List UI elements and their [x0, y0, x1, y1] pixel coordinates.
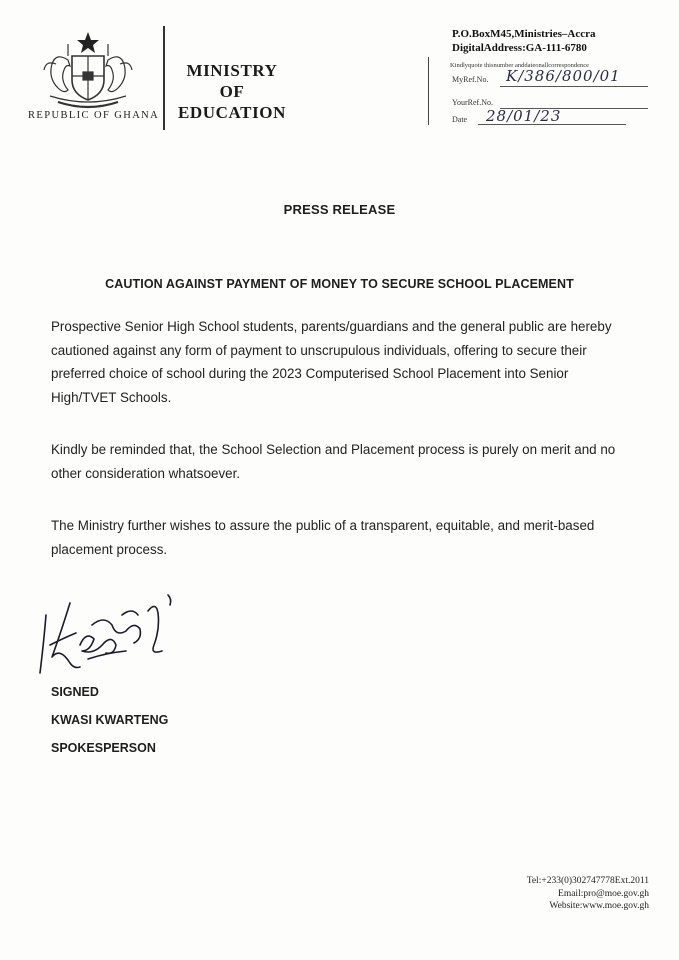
caution-title: CAUTION AGAINST PAYMENT OF MONEY TO SECURE SCHOOL PLACEMENT — [105, 277, 574, 291]
ghana-coat-of-arms-icon — [38, 30, 138, 112]
paragraph-2: Kindly be reminded that, the School Selection and Placement process is purely on merit and no other consideration whatsoever. — [51, 442, 616, 481]
paragraph-1: Prospective Senior High School students, parents/guardians and the general public are hereby cautioned against any form of payment to unscrupulous individuals, offering to secure their preferred choice of school during the 2023 Computerised School Placement into Senior High/TVET Schools. — [51, 319, 612, 405]
paragraph-3: The Ministry further wishes to assure the public of a transparent, equitable, and merit-based placement process. — [51, 518, 595, 557]
contact-email: Email:pro@moe.gov.gh — [558, 888, 649, 899]
date-label: Date — [452, 115, 468, 124]
your-ref-label: YourRef.No. — [452, 98, 493, 107]
signatory-name: KWASI KWARTENG — [51, 713, 169, 727]
contact-footer — [527, 875, 649, 913]
ministry-line-1: MINISTRY — [186, 61, 278, 80]
press-release-heading: PRESS RELEASE — [283, 202, 396, 217]
po-box: P.O.BoxM45,Ministries–Accra — [452, 28, 596, 40]
digital-address: DigitalAddress:GA-111-6780 — [452, 42, 587, 54]
my-ref-line — [500, 86, 648, 87]
contact-telephone: Tel:+233(0)302747778Ext.2011 — [526, 876, 649, 886]
date-value: 28/01/23 — [486, 107, 562, 125]
quote-note: Kindlyquote thisnumber anddateonallcorrespondence — [450, 62, 589, 69]
reference-box — [428, 57, 654, 127]
signed-label: SIGNED — [51, 685, 99, 699]
letterhead-divider — [163, 26, 165, 130]
handwritten-signature — [30, 585, 190, 695]
republic-of-ghana-label: REPUBLIC OF GHANA — [28, 110, 160, 121]
contact-website: Website:www.moe.gov.gh — [549, 901, 649, 911]
postal-address — [452, 27, 595, 55]
my-ref-value: K/386/800/01 — [506, 67, 621, 85]
ministry-line-3: EDUCATION — [177, 103, 287, 122]
reference-box-border — [428, 57, 429, 125]
ministry-name — [168, 60, 296, 123]
ministry-line-2: OF — [219, 82, 245, 101]
signatory-role: SPOKESPERSON — [51, 741, 156, 755]
my-ref-label: MyRef.No. — [452, 75, 489, 84]
